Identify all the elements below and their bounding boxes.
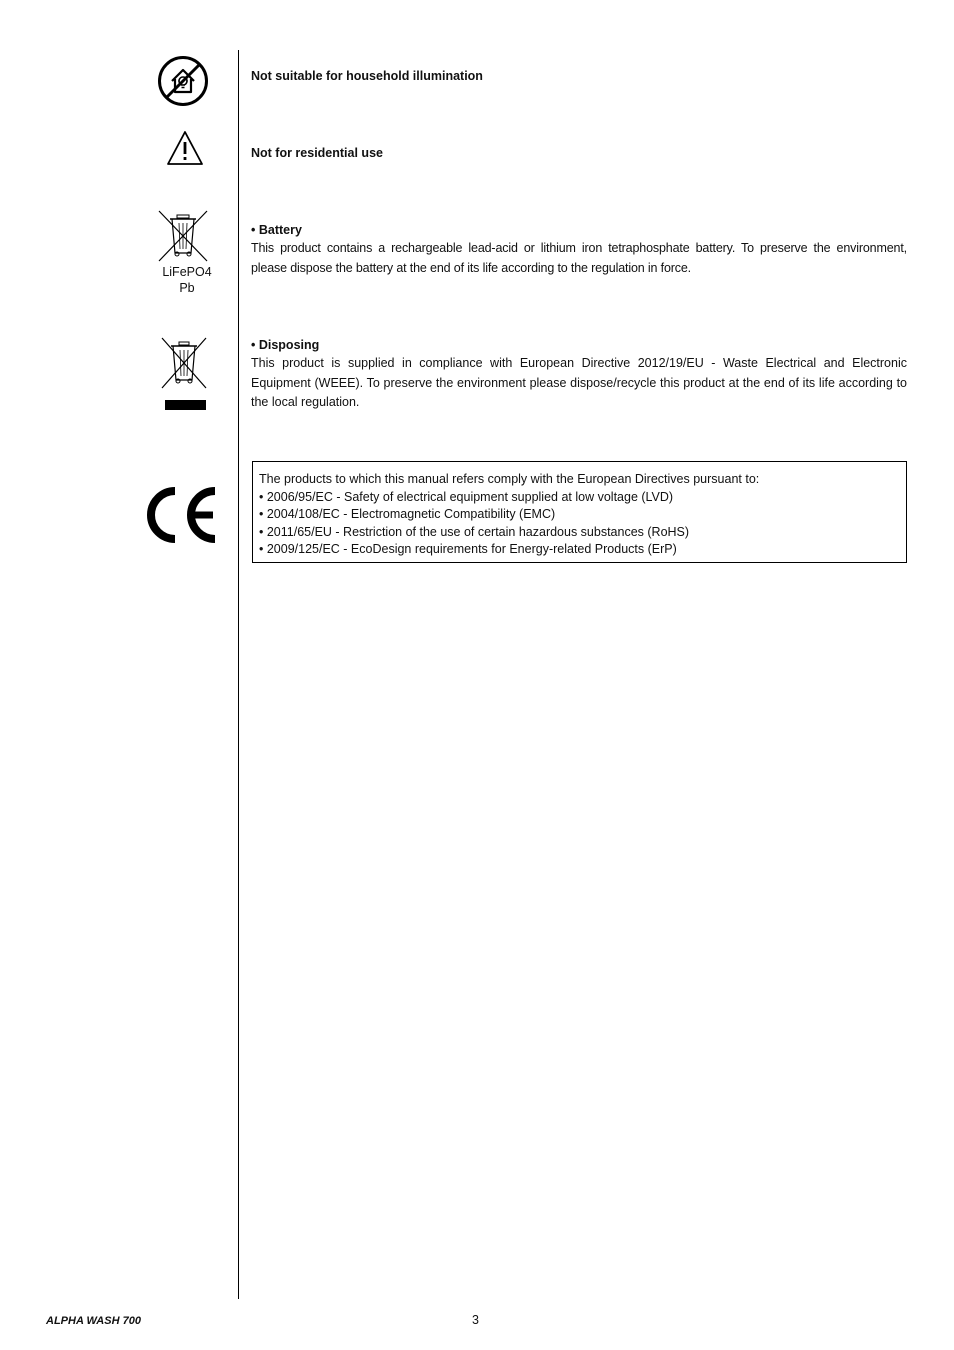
column-divider: [238, 50, 239, 1299]
weee-bin-icon: [159, 336, 209, 412]
warning-triangle-icon: [166, 130, 204, 166]
no-household-lamp-icon: [157, 55, 209, 107]
footer-product-name: ALPHA WASH 700: [46, 1315, 141, 1327]
caption-line-pb: Pb: [179, 281, 195, 295]
battery-text: This product contains a rechargeable lead-acid or lithium iron tetraphosphate battery. To preserve the environment, please dispose the battery at the end of its life according to the regulation in force.: [251, 241, 907, 275]
directive-item: • 2004/108/EC - Electromagnetic Compatibility (EMC): [259, 507, 556, 521]
disposing-text: This product is supplied in compliance with European Directive 2012/19/EU - Waste Electrical and Electronic Equipment (WEEE). To preserve the environment please dispose/recycle this product at the end of its life according to the local regulation.: [251, 356, 907, 409]
directives-intro: The products to which this manual refers comply with the European Directives pursuant to:: [259, 472, 760, 486]
directives-list: [259, 489, 906, 559]
household-title: Not suitable for household illumination: [251, 69, 483, 83]
directive-item: • 2011/65/EU - Restriction of the use of certain hazardous substances (RoHS): [259, 524, 690, 539]
page-number: 3: [472, 1313, 479, 1327]
caption-line-lifepo4: LiFePO4: [162, 265, 212, 279]
crossed-bin-icon: [157, 209, 209, 263]
ce-mark-icon: [141, 486, 219, 544]
battery-chemistry-caption: [150, 264, 224, 296]
directive-item: • 2006/95/EC - Safety of electrical equipment supplied at low voltage (LVD): [259, 489, 674, 504]
disposing-title: • Disposing: [251, 338, 320, 352]
battery-title: • Battery: [251, 223, 302, 237]
directive-item: • 2009/125/EC - EcoDesign requirements for Energy-related Products (ErP): [259, 542, 677, 556]
residential-title: Not for residential use: [251, 146, 383, 160]
eu-directives-box: [252, 461, 907, 563]
